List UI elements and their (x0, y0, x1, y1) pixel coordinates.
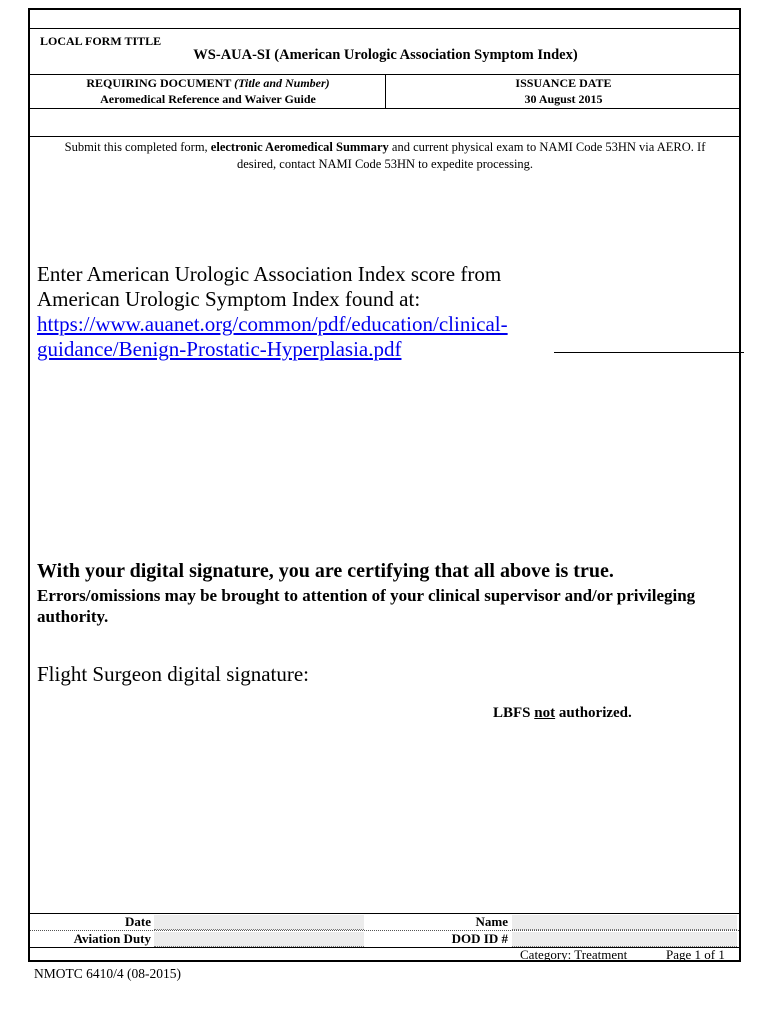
dod-id-label: DOD ID # (451, 931, 508, 946)
score-entry-field[interactable] (554, 352, 744, 353)
divider (30, 108, 739, 109)
score-prompt-line: American Urologic Symptom Index found at: (37, 287, 421, 311)
dod-id-field[interactable] (512, 932, 737, 947)
aviation-duty-label: Aviation Duty (73, 931, 151, 946)
name-label: Name (475, 914, 508, 929)
form-number: NMOTC 6410/4 (08-2015) (34, 966, 181, 981)
name-field[interactable] (512, 915, 737, 930)
score-prompt-line: Enter American Urologic Association Index score from (37, 262, 502, 286)
issuance-date-value: 30 August 2015 (524, 92, 603, 106)
issuance-date-label: ISSUANCE DATE (515, 76, 612, 90)
submission-instructions: Submit this completed form, electronic Aeromedical Summary and current physical exam to NAMI Code 53HN via AERO. If desired, contact NAMI Code 53HN to expedite processing. (64, 140, 706, 171)
score-prompt (37, 262, 577, 362)
divider (30, 136, 739, 137)
certification-warning: Errors/omissions may be brought to attention of your clinical supervisor and/or privileging authority. (37, 586, 696, 626)
aua-index-link[interactable]: https://www.auanet.org/common/pdf/education/clinical- (37, 312, 508, 336)
page-number: Page 1 of 1 (666, 947, 725, 962)
aviation-duty-field[interactable] (154, 932, 364, 947)
certification-statement: With your digital signature, you are certifying that all above is true. (37, 560, 614, 582)
form-title: WS-AUA-SI (American Urologic Association Symptom Index) (193, 47, 578, 63)
date-label: Date (125, 914, 151, 929)
divider (30, 28, 739, 29)
aua-index-link[interactable]: guidance/Benign-Prostatic-Hyperplasia.pdf (37, 337, 402, 361)
divider (30, 947, 739, 948)
signature-label: Flight Surgeon digital signature: (37, 662, 310, 686)
date-field[interactable] (154, 915, 364, 930)
requiring-document-value: Aeromedical Reference and Waiver Guide (100, 92, 316, 106)
requiring-document-label: REQUIRING DOCUMENT (Title and Number) (86, 76, 330, 90)
lbfs-notice: LBFS not authorized. (493, 705, 632, 721)
form-container (28, 8, 741, 962)
category-label: Category: Treatment (520, 947, 628, 962)
local-form-title-label: LOCAL FORM TITLE (40, 34, 162, 48)
